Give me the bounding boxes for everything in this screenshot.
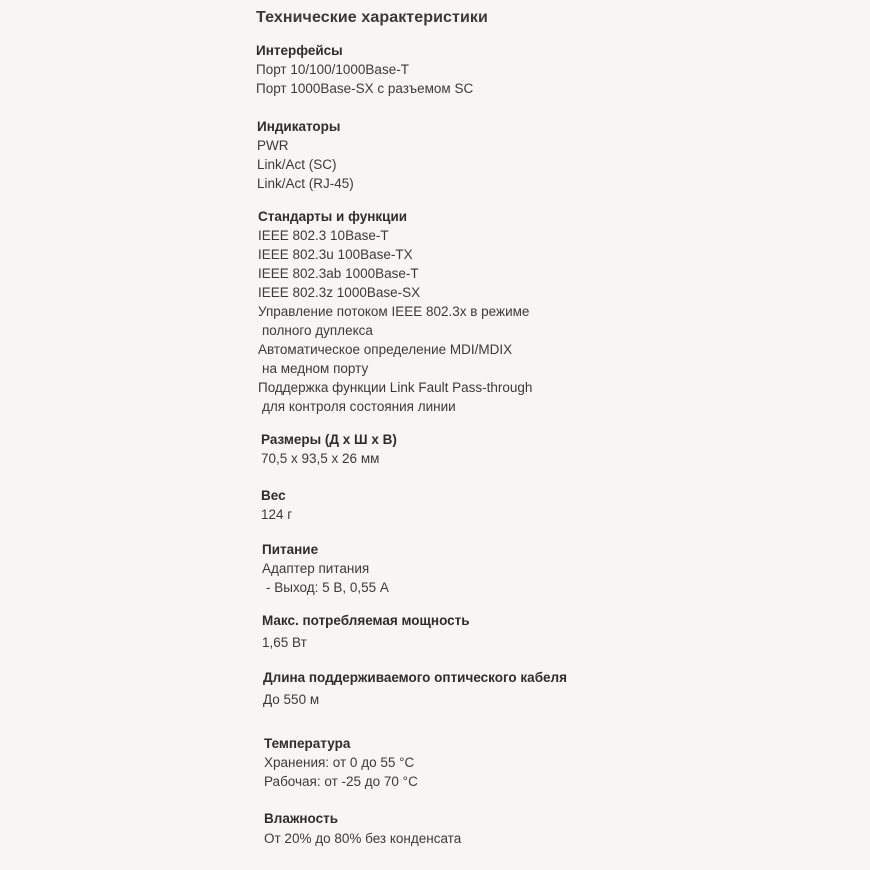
section-dimensions [261, 430, 397, 468]
spec-line: Хранения: от 0 до 55 °C [264, 755, 415, 770]
spec-line: Адаптер питания [262, 561, 370, 576]
section-heading: Влажность [264, 811, 339, 826]
spec-line: Автоматическое определение MDI/MDIX [258, 342, 513, 357]
spec-line: IEEE 802.3 10Base-T [258, 228, 389, 243]
section-power [262, 540, 389, 597]
section-heading: Длина поддерживаемого оптического кабеля [263, 670, 567, 685]
spec-line: IEEE 802.3z 1000Base-SX [258, 285, 421, 300]
section-max-power [262, 611, 470, 652]
section-heading: Размеры (Д х Ш х В) [261, 432, 397, 447]
section-weight [261, 486, 292, 524]
section-heading: Индикаторы [257, 119, 341, 134]
spec-line: Порт 1000Base-SX с разъемом SC [256, 81, 474, 96]
spec-line: 124 г [261, 507, 293, 522]
spec-line: полного дуплекса [262, 323, 373, 338]
page-title: Технические характеристики [256, 9, 488, 26]
section-heading: Температура [264, 736, 351, 751]
spec-line: Link/Act (RJ-45) [257, 176, 354, 191]
spec-line: Рабочая: от -25 до 70 °C [264, 774, 418, 789]
section-interfaces [256, 41, 473, 98]
section-heading: Интерфейсы [256, 43, 343, 58]
section-heading: Вес [261, 488, 286, 503]
section-humidity [264, 809, 461, 848]
spec-line: Порт 10/100/1000Base-T [256, 62, 409, 77]
section-heading: Стандарты и функции [258, 209, 408, 224]
spec-line: IEEE 802.3ab 1000Base-T [258, 266, 419, 281]
spec-line: на медном порту [262, 361, 369, 376]
spec-line: 70,5 х 93,5 х 26 мм [261, 451, 380, 466]
spec-line: Управление потоком IEEE 802.3x в режиме [258, 304, 530, 319]
spec-line: IEEE 802.3u 100Base-TX [258, 247, 413, 262]
section-cable-length [263, 668, 567, 709]
spec-line: Поддержка функции Link Fault Pass-through [258, 380, 533, 395]
spec-line: PWR [257, 138, 289, 153]
section-heading: Макс. потребляемая мощность [262, 613, 470, 628]
section-standards [258, 207, 532, 416]
spec-line: для контроля состояния линии [262, 399, 456, 414]
section-indicators [257, 117, 354, 193]
section-heading: Питание [262, 542, 319, 557]
spec-line: Link/Act (SC) [257, 157, 337, 172]
section-temperature [264, 734, 418, 791]
spec-line: От 20% до 80% без конденсата [264, 831, 462, 846]
spec-line: - Выход: 5 В, 0,55 А [266, 580, 389, 595]
spec-line: 1,65 Вт [262, 635, 307, 650]
spec-line: До 550 м [263, 692, 320, 707]
